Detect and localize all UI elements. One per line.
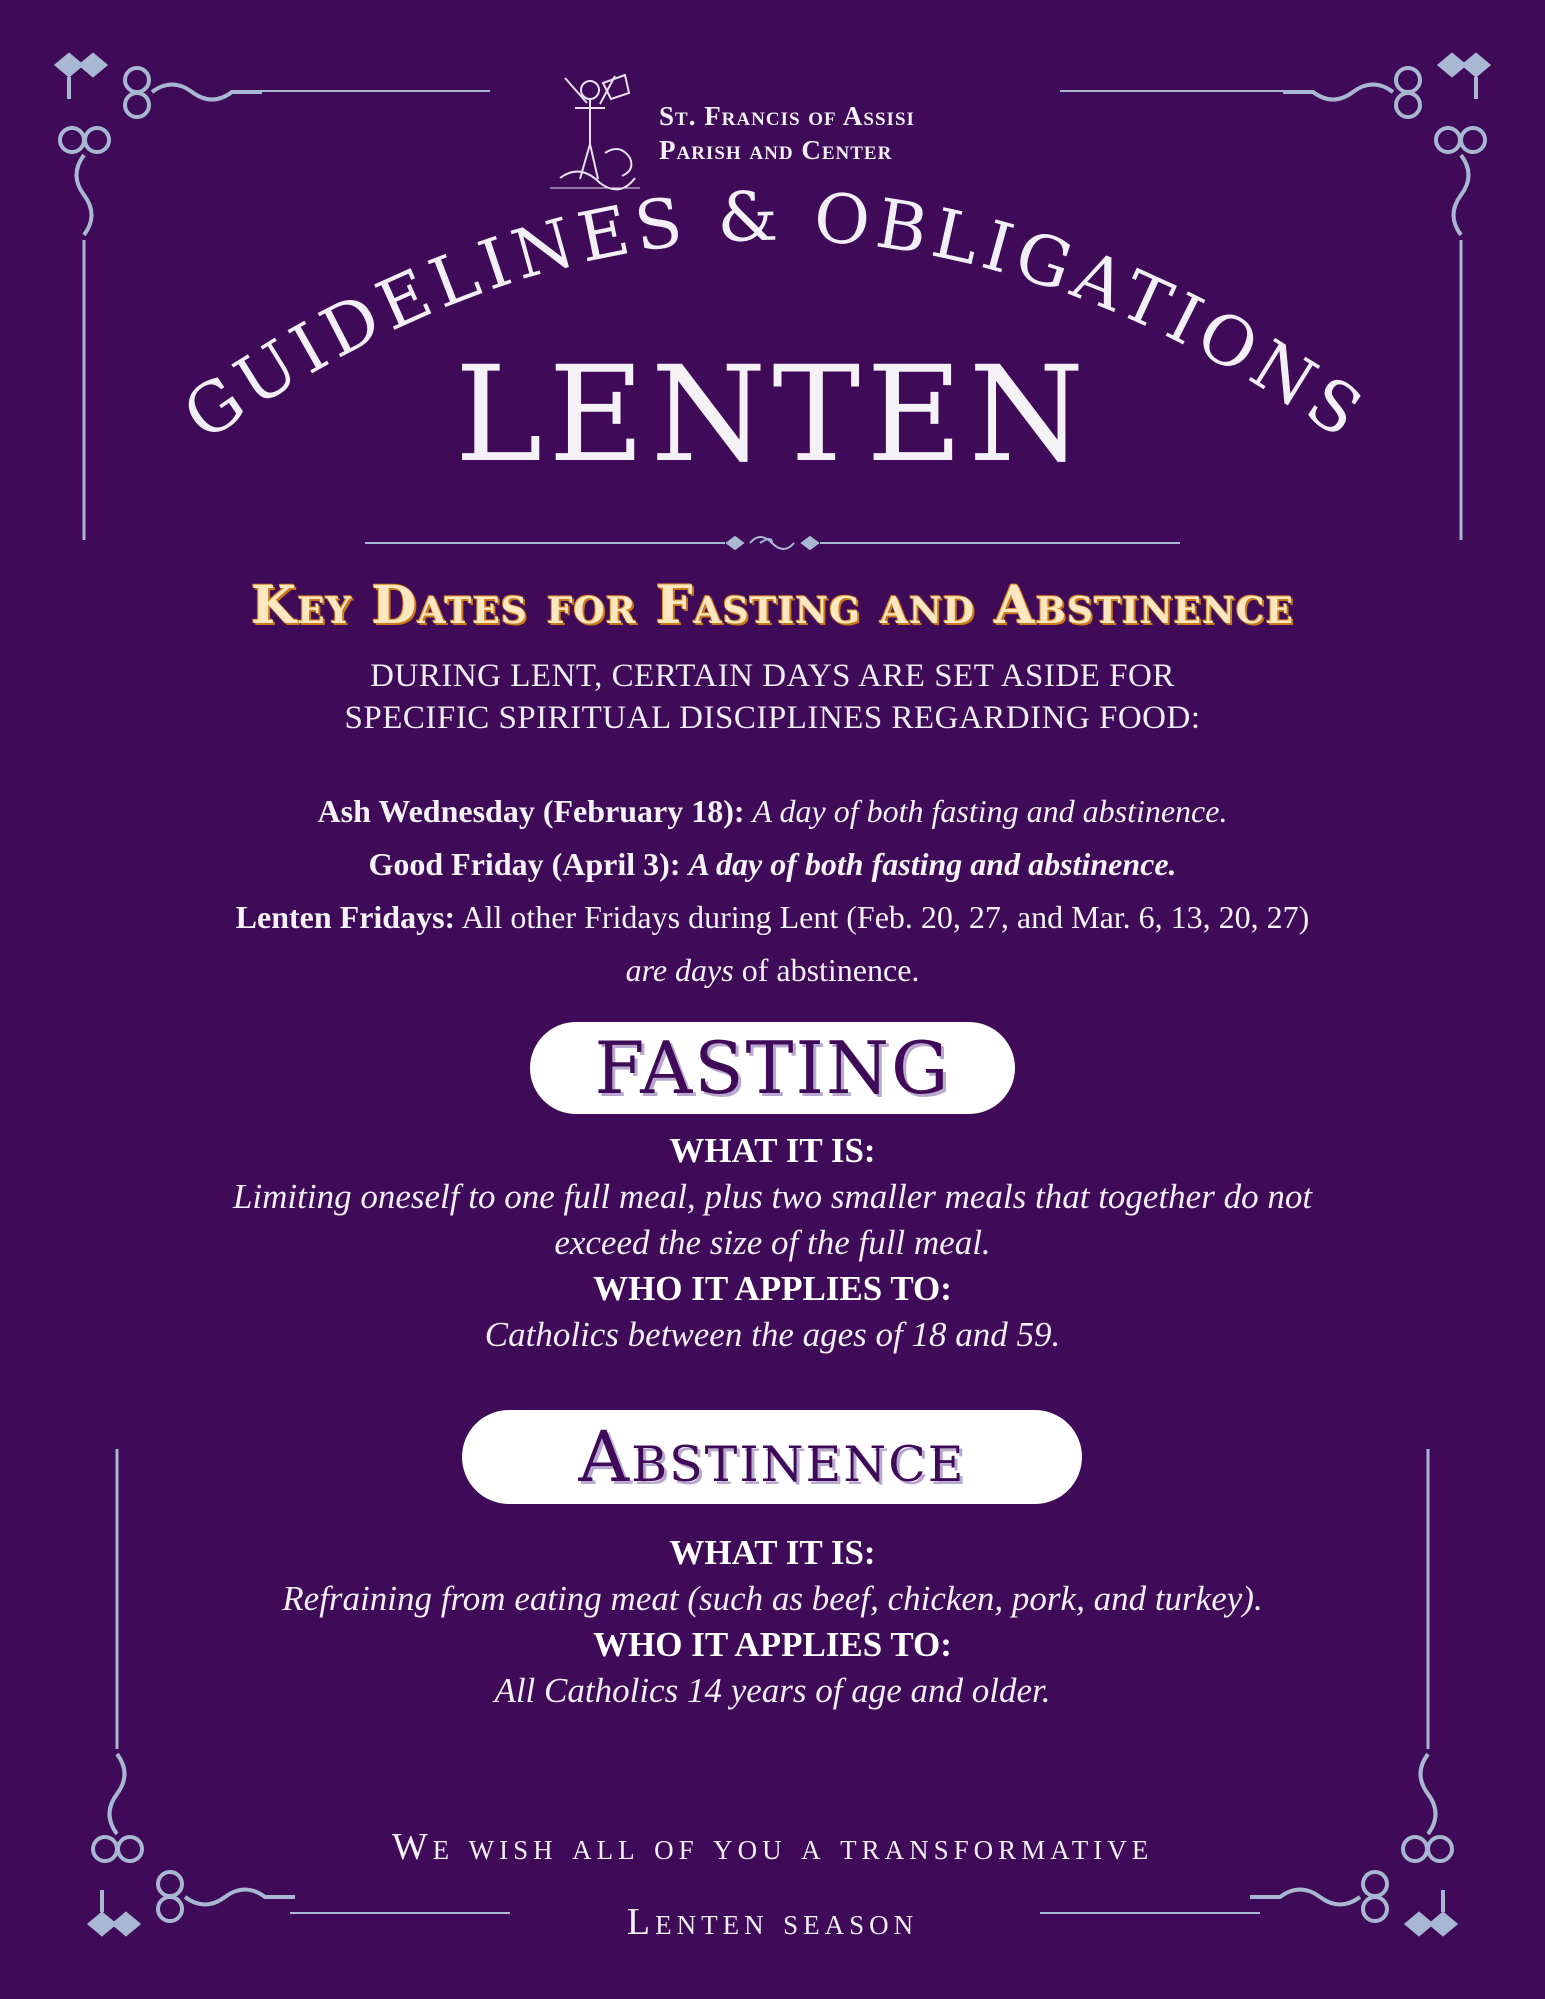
fasting-section <box>0 1128 1545 1358</box>
guidelines-obligations-title: GUIDELINES & OBLIGATIONS <box>169 177 1380 457</box>
top-left-rule <box>260 90 490 92</box>
good-friday-label: Good Friday (April 3): <box>368 846 681 882</box>
ash-wednesday-text: A day of both fasting and abstinence. <box>752 793 1228 829</box>
abstinence-what-text: Refraining from eating meat (such as beef, chicken, pork, and turkey). <box>282 1579 1263 1618</box>
key-dates-list <box>0 785 1545 997</box>
key-dates-title: Key Dates for Fasting and Abstinence <box>251 575 1294 636</box>
closing-line-1: We wish all of you a transformative <box>391 1826 1154 1868</box>
fasting-what-line-1: Limiting oneself to one full meal, plus two smaller meals that together do not <box>232 1177 1313 1216</box>
ash-wednesday-label: Ash Wednesday (February 18): <box>317 793 745 829</box>
abstinence-title: Abstinence <box>578 1416 966 1498</box>
fasting-what-heading: WHAT IT IS: <box>669 1131 876 1170</box>
fasting-title: FASTING <box>594 1026 951 1110</box>
fasting-who-heading: WHO IT APPLIES TO: <box>593 1269 952 1308</box>
lenten-fridays-label: Lenten Fridays: <box>235 899 456 935</box>
lenten-fridays-item-cont <box>0 944 1545 997</box>
closing-line-2: Lenten season <box>626 1901 919 1943</box>
ornamental-divider <box>365 532 1180 554</box>
key-dates-intro <box>0 655 1545 739</box>
abstinence-who-heading: WHO IT APPLIES TO: <box>593 1625 952 1664</box>
good-friday-item <box>0 838 1545 891</box>
ash-wednesday-item <box>0 785 1545 838</box>
abstinence-what-heading: WHAT IT IS: <box>669 1533 876 1572</box>
abstinence-who-text: All Catholics 14 years of age and older. <box>494 1671 1051 1710</box>
fasting-heading-pill <box>530 1022 1015 1114</box>
lenten-fridays-text-2b: of abstinence. <box>741 952 920 988</box>
parish-name-line2: Parish and Center <box>659 135 893 165</box>
top-right-rule <box>1060 90 1290 92</box>
abstinence-heading-pill <box>462 1410 1082 1504</box>
intro-line-1: DURING LENT, CERTAIN DAYS ARE SET ASIDE FOR <box>370 658 1175 694</box>
lenten-fridays-item <box>0 891 1545 944</box>
lenten-title: LENTEN <box>454 338 1091 492</box>
intro-line-2: SPECIFIC SPIRITUAL DISCIPLINES REGARDING FOOD: <box>344 700 1201 736</box>
lenten-fridays-text-2a: are days <box>625 952 734 988</box>
lenten-fridays-text: All other Fridays during Lent (Feb. 20, 27, and Mar. 6, 13, 20, 27) <box>461 899 1310 935</box>
closing-message <box>0 1810 1545 1960</box>
parish-name-line1: St. Francis of Assisi <box>659 101 915 131</box>
good-friday-text: A day of both fasting and abstinence. <box>688 846 1177 882</box>
fasting-who-text: Catholics between the ages of 18 and 59. <box>484 1315 1061 1354</box>
abstinence-section <box>0 1530 1545 1714</box>
fasting-what-line-2: exceed the size of the full meal. <box>554 1223 991 1262</box>
